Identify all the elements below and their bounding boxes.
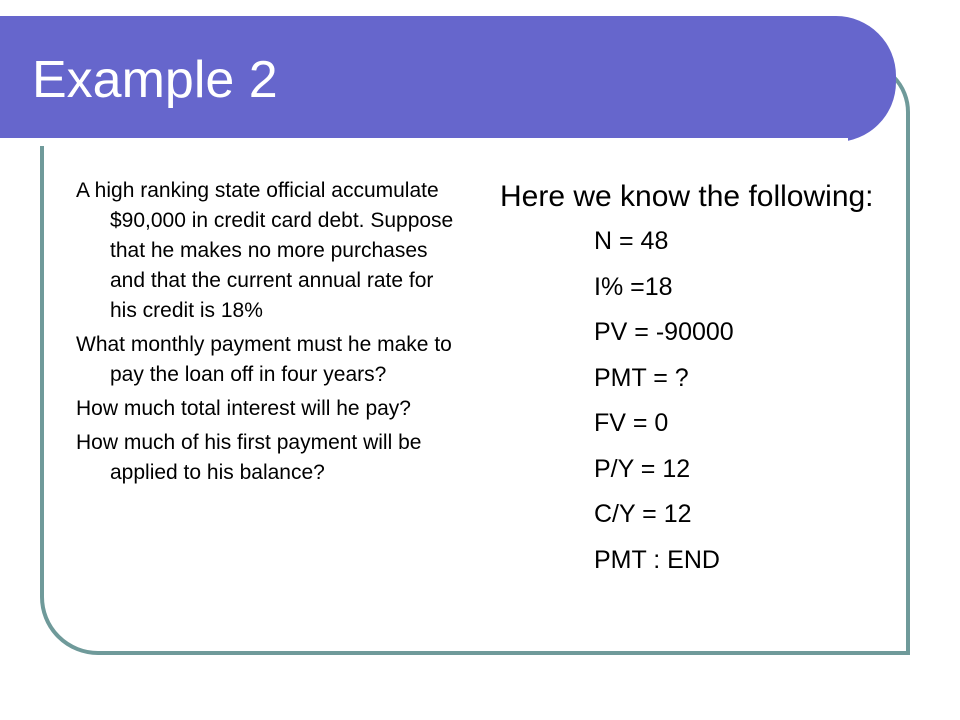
question-first-payment: How much of his first payment will be applied to his balance? — [76, 431, 422, 484]
value-compounds-per-year: C/Y = 12 — [594, 500, 692, 528]
value-present-value: PV = -90000 — [594, 318, 734, 346]
value-payment: PMT = ? — [594, 363, 689, 392]
known-values-heading: Here we know the following: — [500, 180, 874, 213]
title-band — [0, 16, 896, 142]
value-n: N = 48 — [594, 227, 669, 255]
value-future-value: FV = 0 — [594, 409, 669, 437]
value-interest-rate: I% =18 — [594, 272, 673, 301]
value-payment-timing: PMT : END — [594, 545, 720, 574]
value-payments-per-year: P/Y = 12 — [594, 454, 691, 483]
known-values-list — [500, 219, 900, 583]
question-monthly-payment: What monthly payment must he make to pay the loan off in four years? — [76, 333, 452, 386]
slide-title: Example 2 — [32, 51, 278, 109]
problem-paragraph: A high ranking state official accumulate $90,000 in credit card debt. Suppose that he makes no more purchases and that the current annual rate for his credit is 18% — [76, 179, 454, 322]
title-underline — [0, 138, 848, 146]
known-values-panel — [500, 177, 900, 583]
problem-statement — [76, 176, 460, 492]
question-total-interest: How much total interest will he pay? — [76, 397, 411, 420]
